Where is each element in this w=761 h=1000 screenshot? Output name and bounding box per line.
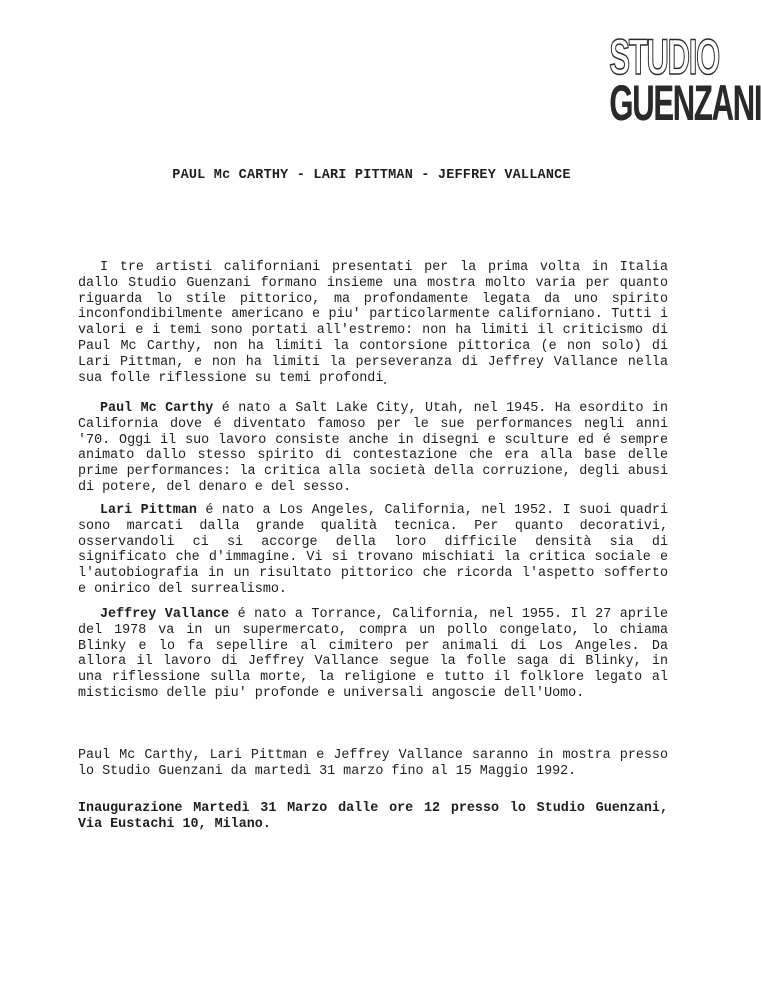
bio-vallance: é nato a Torrance, California, nel 1955. Il 27 aprile del 1978 va in un supermercato, compra un pollo congelato, lo chiama Blinky e lo fa sepellire al cimitero per animali di Los Angeles. Da allora il lavoro di Jeffrey Vallance segue la folle saga di Blinky, in una riflessione sulla morte, la religione e tutto il folklore legato al misticismo delle piu' profonde e universali angoscie dell'Uomo. bbox=[78, 607, 668, 701]
paragraph-paul-mc-carthy bbox=[78, 401, 668, 496]
bio-pittman: é nato a Los Angeles, California, nel 1952. I suoi quadri sono marcati dalla grande qualità tecnica. Per quanto decorativi, osservandoli ci si accorge della loro difficile densità sia di significato che d'immagine. Vi si trovano mischiati la critica sociale e l'autobiografia in un risultato pittorico che ricorda l'aspetto sofferto e onirico del surrealismo. bbox=[78, 503, 668, 597]
exhibition-dates: Paul Mc Carthy, Lari Pittman e Jeffrey Vallance saranno in mostra presso lo Studio Guenzani da martedì 31 marzo fino al 15 Maggio 1992. bbox=[78, 748, 668, 779]
artist-name-pittman: Lari Pittman bbox=[100, 503, 197, 518]
document-title: PAUL Mc CARTHY - LARI PITTMAN - JEFFREY VALLANCE bbox=[172, 168, 571, 183]
stray-mark bbox=[384, 382, 386, 384]
artist-name-vallance: Jeffrey Vallance bbox=[100, 607, 230, 622]
logo-line-1: STUDIO bbox=[609, 29, 720, 85]
paragraph-lari-pittman bbox=[78, 503, 668, 598]
artist-name-mc-carthy: Paul Mc Carthy bbox=[100, 401, 214, 416]
logo-line-2: GUENZANI bbox=[609, 75, 761, 131]
intro-text: I tre artisti californiani presentati per la prima volta in Italia dallo Studio Guenzani formano insieme una mostra molto varia per quanto riguarda lo stile pittorico, ma profondamente legata da uno spirito inconfondibilmente americano e piu' particolarmente californiano. Tutti i valori e i temi sono portati all'estremo: non ha limiti il criticismo di Paul Mc Carthy, non ha limiti la contorsione pittorica (e non solo) di Lari Pittman, e non ha limiti la perseveranza di Jeffrey Vallance nella sua folle riflessione su temi profondi bbox=[78, 260, 668, 386]
intro-paragraph bbox=[78, 260, 668, 386]
bio-mc-carthy: é nato a Salt Lake City, Utah, nel 1945. Ha esordito in California dove é diventato famoso per le sue performances negli anni '70. Oggi il suo lavoro consiste anche in disegni e sculture ed é sempre animato dallo stesso spirito di contestazione che era alla base delle prime performances: la critica alla società della corruzione, degli abusi di potere, del denaro e del sesso. bbox=[78, 401, 669, 495]
paragraph-jeffrey-vallance bbox=[78, 607, 668, 702]
studio-guenzani-logo bbox=[585, 29, 761, 131]
opening-info: Inaugurazione Martedì 31 Marzo dalle ore 12 presso lo Studio Guenzani, Via Eustachi 10, Milano. bbox=[78, 801, 668, 832]
